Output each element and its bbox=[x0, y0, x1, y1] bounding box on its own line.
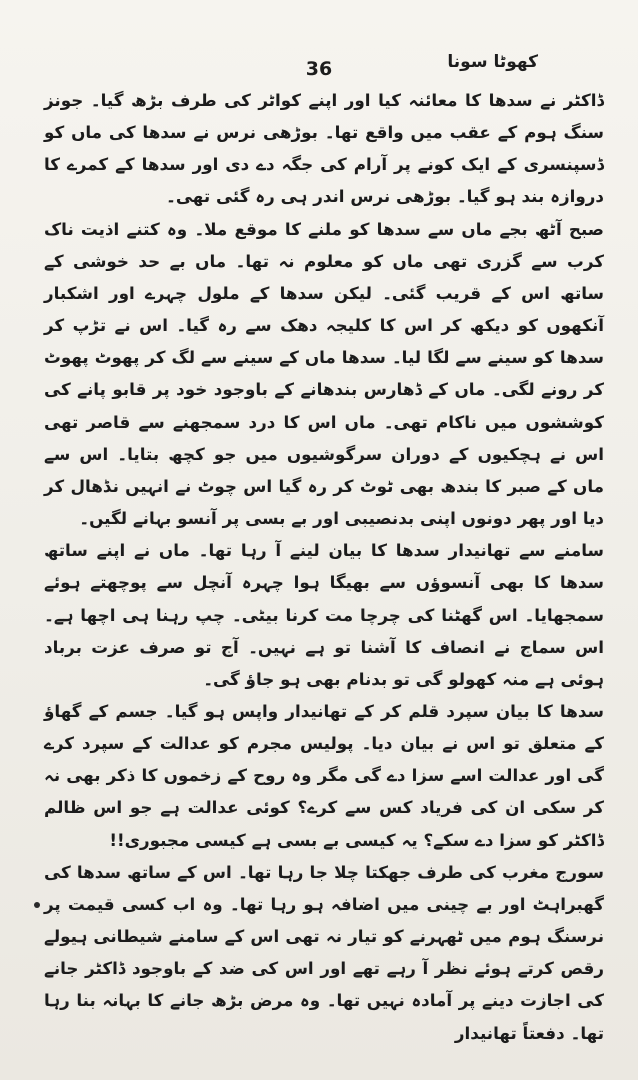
paragraph: ڈاکٹر نے سدھا کا معائنہ کیا اور اپنے کواٹر کی طرف بڑھ گیا۔ جونز سنگ ہوم کے عقب میں واقع تھا۔ بوڑھی نرس نے سدھا کی ماں کو ڈسپنسری کے ایک کونے پر آرام کی جگہ دے دی اور سدھا کے کمرے کا دروازہ بند ہو گیا۔ بوڑھی نرس اندر ہی رہ گئی تھی۔ bbox=[44, 90, 604, 207]
paragraph: سورج مغرب کی طرف جھکتا چلا جا رہا تھا۔ اس کے ساتھ سدھا کی گھبراہٹ اور بے چینی میں اضافہ ہو رہا تھا۔ وہ اب کسی قیمت پر نرسنگ ہوم میں ٹھہرنے کو تیار نہ تھی اس کے سامنے شیطانی ہیولے رقص کرتے ہوئے نظر آ رہے تھے اور اس کی ضد کے باوجود ڈاکٹر جانے کی اجازت دینے پر آمادہ نہیں تھا۔ وہ مرض بڑھ جانے کا بہانہ بنا رہا تھا۔ دفعتاً تھانیدار bbox=[44, 861, 604, 1043]
page-header bbox=[40, 48, 598, 84]
body-text bbox=[44, 84, 604, 1049]
paragraph: سدھا کا بیان سپرد قلم کر کے تھانیدار واپس ہو گیا۔ جسم کے گھاؤ کے متعلق تو اس نے بیان دیا۔ پولیس مجرم کو عدالت کے سپرد کرے گی اور عدالت اسے سزا دے گی مگر وہ روح کے زخموں کا ذکر بھی نہ کر سکی ان کی فریاد کس سے کرے؟ کوئی عدالت ہے جو اس ظالم ڈاکٹر کو سزا دے سکے؟ یہ کیسی بے بسی ہے کیسی مجبوری!! bbox=[44, 700, 604, 850]
paragraph: سامنے سے تھانیدار سدھا کا بیان لینے آ رہا تھا۔ ماں نے اپنے ساتھ سدھا کا بھی آنسوؤں سے بھیگا ہوا چہرہ آنچل سے پوچھتے ہوئے سمجھایا۔ اس گھٹنا کی چرچا مت کرنا بیٹی۔ چپ رہنا ہی اچھا ہے۔ اس سماج نے انصاف کا آشنا تو ہے نہیں۔ آج تو صرف عزت برباد ہوئی ہے منہ کھولو گی تو بدنام بھی ہو جاؤ گی۔ bbox=[44, 540, 604, 689]
book-title: کھوٹا سونا bbox=[447, 52, 538, 72]
paragraph: صبح آٹھ بجے ماں سے سدھا کو ملنے کا موقع ملا۔ وہ کتنے اذیت ناک کرب سے گزری تھی ماں کو معلوم نہ تھا۔ ماں بے حد خوشی کے ساتھ اس کے قریب گئی۔ لیکن سدھا کے ملول چہرے اور اشکبار آنکھوں کو دیکھ کر اس کا کلیجہ دھک سے رہ گیا۔ اس نے تڑپ کر سدھا کو سینے سے لگا لیا۔ سدھا ماں کے سینے سے لگ کر پھوٹ پھوٹ کر رونے لگی۔ ماں کے ڈھارس بندھانے کے باوجود خود پر قابو پانے کی کوششوں میں ناکام تھی۔ ماں اس کا درد سمجھنے سے قاصر تھی اس نے ہچکیوں کے دوران سرگوشیوں میں جو کچھ بتایا۔ اس سے ماں کے صبر کا بندھ بھی ٹوٹ کر رہ گیا اس چوٹ نے انہیں نڈھال کر دیا اور پھر دونوں اپنی بدنصیبی اور بے بسی پر آنسو بہانے لگیں۔ bbox=[44, 218, 604, 529]
page-number: 36 bbox=[305, 58, 333, 80]
ink-speck bbox=[34, 902, 40, 908]
